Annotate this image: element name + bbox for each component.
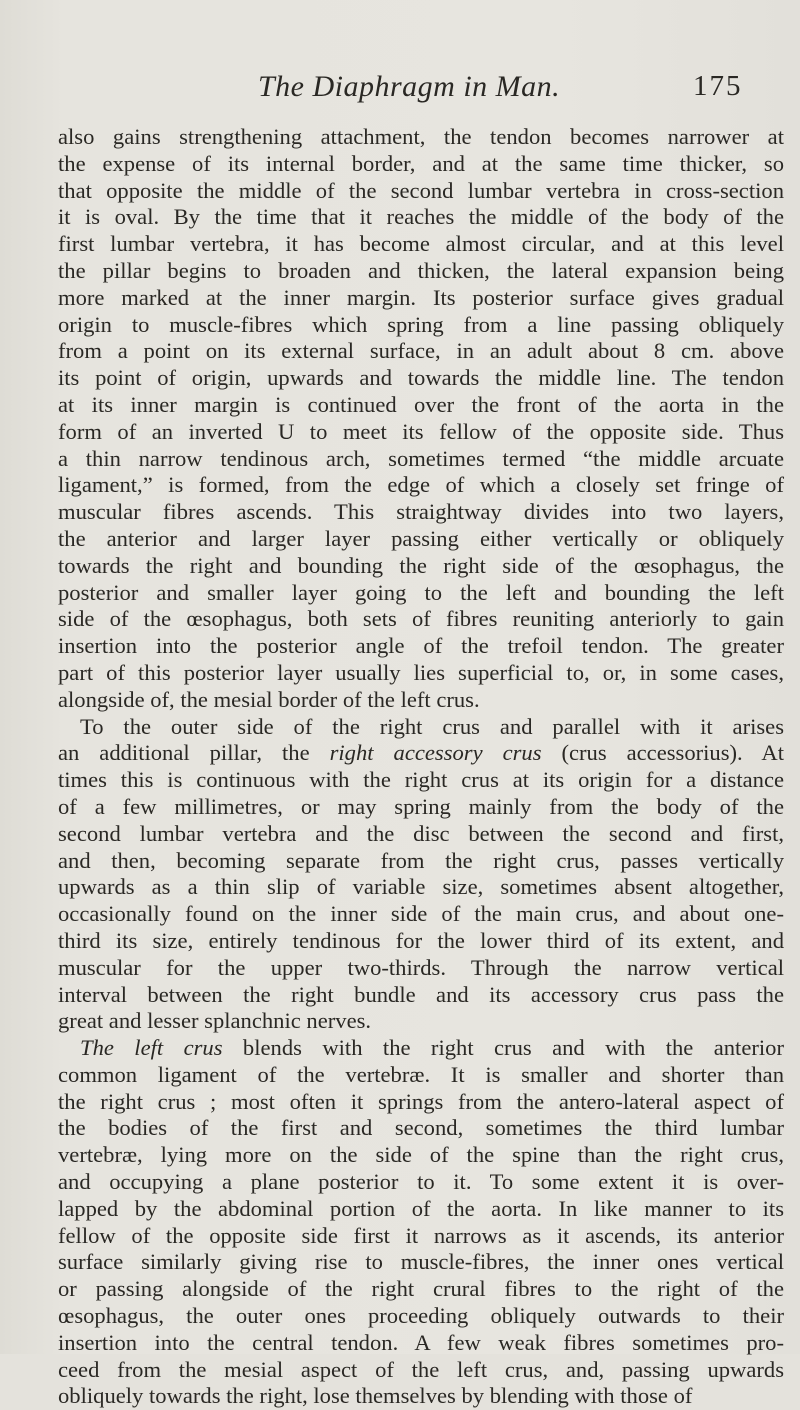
running-head (0, 70, 800, 110)
text-run: great and lesser splanchnic nerves. (58, 1008, 372, 1034)
text-line (58, 231, 784, 258)
text-run: or passing alongside of the right crural fibres to the right of the (58, 1276, 784, 1302)
text-run: common ligament of the vertebræ. It is smaller and shorter than (58, 1061, 784, 1087)
text-line (58, 472, 784, 499)
text-line (58, 1383, 784, 1410)
text-run: insertion into the posterior angle of the trefoil tendon. The greater (58, 633, 784, 659)
text-line (58, 794, 784, 821)
text-run: (crus accessorius). At (541, 740, 784, 766)
text-run: blends with the right crus and with the anterior (222, 1035, 784, 1061)
text-run: that opposite the middle of the second lumbar vertebra in cross-section (58, 177, 784, 203)
text-run: side of the œsophagus, both sets of fibres reuniting anteriorly to gain (58, 606, 784, 632)
text-line (58, 928, 784, 955)
text-line (58, 1169, 784, 1196)
text-run: ceed from the mesial aspect of the left crus, and, passing upwards (58, 1356, 784, 1382)
text-line (58, 660, 784, 687)
text-run: from a point on its external surface, in an adult about 8 cm. above (58, 338, 784, 364)
text-run: œsophagus, the outer ones proceeding obliquely outwards to their (58, 1303, 784, 1329)
text-line (58, 1249, 784, 1276)
text-run: and then, becoming separate from the right crus, passes vertically (58, 847, 784, 873)
text-line (58, 687, 784, 714)
text-line (58, 955, 784, 982)
text-line (58, 1089, 784, 1116)
text-line (58, 124, 784, 151)
text-run: part of this posterior layer usually lies superficial to, or, in some cases, (58, 659, 784, 685)
text-line (58, 767, 784, 794)
text-line (58, 1115, 784, 1142)
text-run: an additional pillar, the (58, 740, 330, 766)
text-run: it is oval. By the time that it reaches the middle of the body of the (58, 204, 784, 230)
text-run: vertebræ, lying more on the side of the spine than the right crus, (58, 1142, 784, 1168)
paragraph (58, 124, 784, 714)
text-run: fellow of the opposite side first it narrows as it ascends, its anterior (58, 1222, 784, 1248)
text-line (58, 1142, 784, 1169)
text-line (58, 1035, 784, 1062)
text-line (58, 740, 784, 767)
text-run: muscular for the upper two-thirds. Through the narrow vertical (58, 954, 784, 980)
text-line (58, 553, 784, 580)
text-line (58, 338, 784, 365)
text-line (58, 1196, 784, 1223)
text-line (58, 312, 784, 339)
text-run: second lumbar vertebra and the disc between the second and first, (58, 820, 784, 846)
text-line (58, 1303, 784, 1330)
text-run: more marked at the inner margin. Its posterior surface gives gradual (58, 284, 784, 310)
text-run: at its inner margin is continued over the front of the aorta in the (58, 391, 784, 417)
text-run: the anterior and larger layer passing either vertically or obliquely (58, 525, 784, 551)
text-run: posterior and smaller layer going to the left and bounding the left (58, 579, 784, 605)
paragraph (58, 714, 784, 1036)
text-run: the pillar begins to broaden and thicken, the lateral expansion being (58, 257, 784, 283)
text-run: interval between the right bundle and its accessory crus pass the (58, 981, 784, 1007)
text-run: origin to muscle-fibres which spring from a line passing obliquely (58, 311, 784, 337)
text-run: towards the right and bounding the right side of the œsophagus, the (58, 552, 784, 578)
italic-term: right accessory crus (329, 740, 542, 766)
text-run: third its size, entirely tendinous for the lower third of its extent, and (58, 927, 784, 953)
text-run: and occupying a plane posterior to it. To some extent it is over- (58, 1169, 784, 1195)
text-run: occasionally found on the inner side of the main crus, and about one- (58, 901, 784, 927)
text-line (58, 285, 784, 312)
text-run: obliquely towards the right, lose themselves by blending with those of (58, 1383, 693, 1409)
text-line (58, 633, 784, 660)
text-line (58, 258, 784, 285)
text-line (58, 526, 784, 553)
text-line (58, 151, 784, 178)
text-line (58, 1330, 784, 1357)
text-run: its point of origin, upwards and towards the middle line. The tendon (58, 365, 784, 391)
text-run: insertion into the central tendon. A few weak fibres sometimes pro- (58, 1329, 784, 1355)
text-line (58, 982, 784, 1009)
text-line (58, 580, 784, 607)
text-line (58, 419, 784, 446)
text-run: also gains strengthening attachment, the tendon becomes narrower at (58, 124, 784, 149)
italic-term: The left crus (80, 1035, 223, 1061)
text-line (58, 204, 784, 231)
text-line (58, 365, 784, 392)
text-line (58, 1276, 784, 1303)
text-line (58, 901, 784, 928)
text-run: upwards as a thin slip of variable size, sometimes absent altogether, (58, 874, 784, 900)
page-number: 175 (693, 70, 743, 102)
text-line (58, 1357, 784, 1384)
text-run: the expense of its internal border, and at the same time thicker, so (58, 150, 784, 176)
text-run: first lumbar vertebra, it has become almost circular, and at this level (58, 231, 784, 257)
text-line (58, 178, 784, 205)
text-line (58, 1008, 784, 1035)
body-text (58, 124, 784, 1410)
text-run: the bodies of the first and second, sometimes the third lumbar (58, 1115, 784, 1141)
text-line (58, 606, 784, 633)
text-line (58, 446, 784, 473)
text-line (58, 821, 784, 848)
text-line (58, 714, 784, 741)
text-run: the right crus ; most often it springs from the antero-lateral aspect of (58, 1088, 784, 1114)
text-run: ligament,” is formed, from the edge of which a closely set fringe of (58, 472, 784, 498)
running-title: The Diaphragm in Man. (258, 70, 561, 103)
text-line (58, 874, 784, 901)
text-line (58, 1223, 784, 1250)
text-run: form of an inverted U to meet its fellow of the opposite side. Thus (58, 418, 784, 444)
text-line (58, 1062, 784, 1089)
text-run: surface similarly giving rise to muscle-fibres, the inner ones vertical (58, 1249, 784, 1275)
text-run: To the outer side of the right crus and parallel with it arises (80, 713, 784, 739)
text-line (58, 848, 784, 875)
text-line (58, 499, 784, 526)
text-run: a thin narrow tendinous arch, sometimes termed “the middle arcuate (58, 445, 784, 471)
text-run: muscular fibres ascends. This straightway divides into two layers, (58, 499, 784, 525)
text-run: times this is continuous with the right crus at its origin for a distance (58, 767, 784, 793)
text-run: lapped by the abdominal portion of the aorta. In like manner to its (58, 1195, 784, 1221)
text-run: of a few millimetres, or may spring mainly from the body of the (58, 793, 784, 819)
text-run: alongside of, the mesial border of the left crus. (58, 686, 480, 712)
text-line (58, 392, 784, 419)
